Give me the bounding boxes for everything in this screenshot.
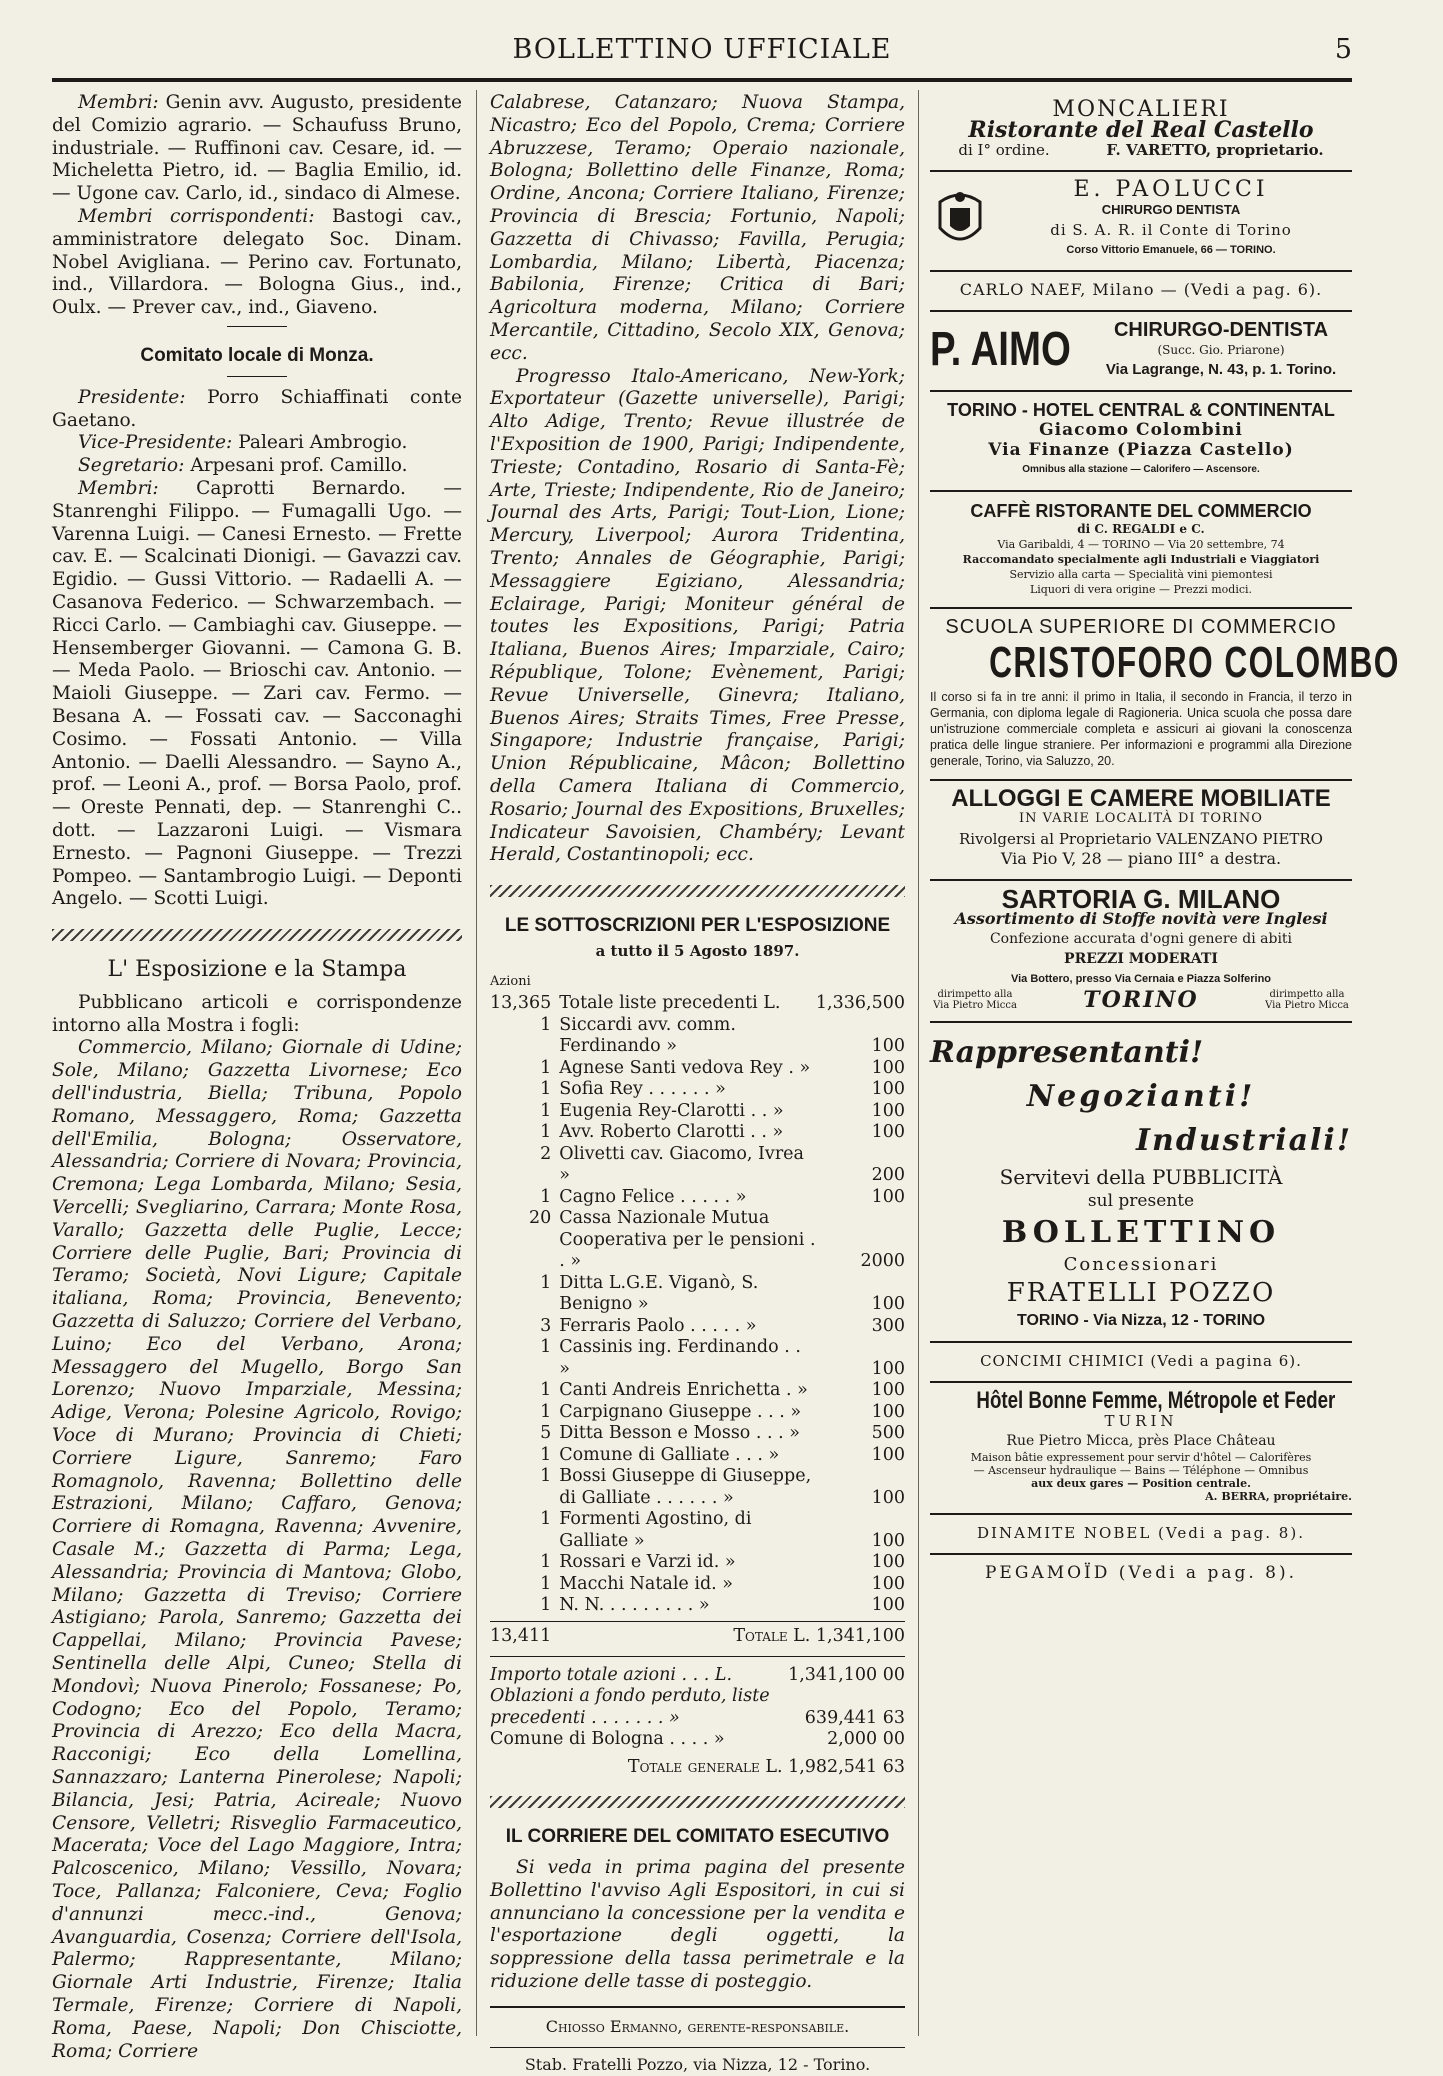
table-row (490, 1509, 905, 1552)
table-row (490, 1273, 905, 1316)
amount: 100 (871, 1380, 905, 1401)
shares-count: 1 (540, 1057, 552, 1078)
subscriber-name: Totale liste precedenti L. (559, 993, 781, 1014)
ad-moncalieri: MONCALIERI Ristorante del Real Castello di I° ordine. F. VARETTO, proprietario. (930, 92, 1352, 172)
amount: 100 (871, 1487, 905, 1508)
amount: 100 (871, 1079, 905, 1100)
table-row (490, 1122, 905, 1144)
press-list: Commercio, Milano; Giornale di Udine; Sole, Milano; Gazzetta Livornese; Eco dell'industria, Biella; Tribuna, Popolo Romano, Messaggero, Roma; Gazzetta dell'Emilia, Bologna; Osservatore, Alessandria; Corriere di Novara; Provincia, Cremona; Lega Lombarda, Milano; Sesia, Vercelli; Svegliarino, Carrara; Monte Rosa, Varallo; Gazzetta delle Puglie, Lecce; Corriere delle Puglie, Bari; Provincia di Teramo; Società, Novi Ligure; Capitale italiana, Roma; Provincia, Benevento; Gazzetta di Saluzzo; Corriere del Verbano, Luino; Eco del Verbano, Arona; Messaggero del Mugello, Borgo San Lorenzo; Nuovo Imparziale, Messina; Adige, Verona; Polesine Agricolo, Rovigo; Voce di Murano; Provincia di Chieti; Corriere Ligure, Sanremo; Faro Romagnolo, Ravenna; Bollettino delle Estrazioni, Milano; Caffaro, Genova; Corriere di Romagna, Ravenna; Avvenire, Casale M.; Gazzetta di Parma; Lega, Alessandria; Provincia di Mantova; Globo, Milano; Gazzetta di Treviso; Corriere Astigiano; Parola, Sanremo; Gazzetta dei Cappellai, Milano; Provincia Pavese; Sentinella delle Alpi, Cuneo; Stella di Mondovì; Nuova Pinerolo; Fossanese; Po, Codogno; Eco del Popolo, Teramo; Provincia di Arezzo; Eco della Macra, Racconigi; Eco della Lomellina, Sannazzaro; Lanterna Pinerolese; Napoli; Bilancia, Jesi; Patria, Acireale; Nuovo Censore, Velletri; Risveglio Farmaceutico, Macerata; Voce del Lago Maggiore, Intra; Palcoscenico, Milano; Vessillo, Novara; Toce, Pallanza; Falconiere, Ceva; Foglio d'annunzi mecc.-ind., Genova; Avanguardia, Cosenza; Corriere dell'Isola, Palermo; Rappresentante, Milano; Giornale Arti Industrie, Firenze; Italia Termale, Firenze; Corriere di Napoli, Roma, Paese, Napoli; Don Chisciotte, Roma; Corriere (52, 1037, 462, 2062)
press-list-cont: Calabrese, Catanzaro; Nuova Stampa, Nicastro; Eco del Popolo, Crema; Corriere Abruzzese, Teramo; Operaio nazionale, Bologna; Bollettino delle Finanze, Roma; Ordine, Ancona; Corriere Italiano, Firenze; Provincia di Brescia; Fortunio, Napoli; Gazzetta di Chivasso; Favilla, Perugia; Lombardia, Milano; Libertà, Piacenza; Babilonia, Firenze; Critica di Bari; Agricoltura moderna, Milano; Corriere Mercantile, Cittadino, Secolo XIX, Genova; ecc. (490, 92, 905, 364)
gerente-line: Chiosso Ermanno, gerente-responsabile. (490, 2006, 905, 2039)
shares-count: 20 (528, 1208, 552, 1229)
total-amount: 1,341,100 (815, 1625, 905, 1646)
table-row (490, 1380, 905, 1402)
short-rule (227, 326, 287, 327)
amount: 100 (871, 1573, 905, 1594)
paragraph: Vice-Presidente: Paleari Ambrogio. (78, 432, 408, 454)
amount: 100 (871, 1294, 905, 1315)
section-title-monza: Comitato locale di Monza. (140, 344, 374, 366)
table-row (490, 1187, 905, 1209)
ad-caffe-commercio: CAFFÈ RISTORANTE DEL COMMERCIO di C. REGALDI e C. Via Garibaldi, 4 — TORINO — Via 20 settembre, 74 Raccomandato specialmente agli Industriali e Viaggiatori Servizio alla carta — Specialità vini piemontesi Liquori di vera origine — Prezzi modici. (930, 492, 1352, 609)
page-number: 5 (1334, 34, 1352, 65)
shares-count: 3 (540, 1315, 552, 1336)
table-total-row (490, 1621, 905, 1648)
subscriber-name: Formenti Agostino, di Galliate » (559, 1509, 752, 1551)
ad-sartoria: SARTORIA G. MILANO Assortimento di Stoffe novità vere Inglesi Confezione accurata d'ogni genere di abiti PREZZI MODERATI Via Bottero, presso Via Cernaia e Piazza Solferino dirimpetto alla Via Pietro Micca TORINO dirimpetto alla Via Pietro Micca (930, 881, 1352, 1023)
totals-block: Importo totale azioni . . . L. 1,341,100 00 Oblazioni a fondo perduto, liste precedenti . . . . . . . » 639,441 63 Comune di Bologna . . . . » 2,000 00 Totale generale L. 1,982,541 63 (490, 1656, 905, 1779)
royal-crest-icon (930, 188, 990, 252)
ad-pegamoid: PEGAMOÏD (Vedi a pag. 8). (984, 1563, 1298, 1583)
shares-count: 1 (540, 1552, 552, 1573)
subscriber-name: Cassinis ing. Ferdinando . . » (559, 1337, 801, 1379)
table-row (490, 1445, 905, 1467)
ad-paolucci: E. PAOLUCCI CHIRURGO DENTISTA di S. A. R. il Conte di Torino Corso Vittorio Emanuele, 66 — TORINO. (930, 172, 1352, 272)
column-ads (930, 92, 1400, 2046)
column-middle (490, 92, 905, 2074)
shares-count: 1 (540, 1509, 552, 1530)
paragraph: Si veda in prima pagina del presente Bollettino l'avviso Agli Espositori, in cui si annunciano la concessione per la vendita e l'esportazione degli oggetti, la soppressione della tassa perimetrale e la riduzione delle tasse di posteggio. (490, 1857, 905, 1993)
table-row (490, 1402, 905, 1424)
shares-count: 1 (540, 1595, 552, 1616)
amount: 2000 (860, 1251, 905, 1272)
amount: 1,336,500 (815, 993, 905, 1014)
ad-hotel-central: TORINO - HOTEL CENTRAL & CONTINENTAL Giacomo Colombini Via Finanze (Piazza Castello) Omnibus alla stazione — Calorifero — Ascensore. (930, 392, 1352, 492)
amount: 500 (871, 1423, 905, 1444)
table-row (490, 1466, 905, 1509)
ad-hotel-bonne-femme: Hôtel Bonne Femme, Métropole et Feder TURIN Rue Pietro Micca, près Place Château Maison bâtie expressement pour servir d'hôtel — Calorifères — Ascenseur hydraulique — Bains — Téléphone — Omnibus aux deux gares — Position centrale. A. BERRA, propriétaire. (930, 1383, 1352, 1515)
subscriptions-table (490, 993, 905, 1617)
column-divider (476, 90, 477, 2036)
wavy-divider (52, 929, 462, 941)
total-count: 13,411 (490, 1625, 552, 1646)
page-header (52, 34, 1352, 74)
subscriber-name: Sofia Rey . . . . . . » (559, 1079, 726, 1100)
amount: 200 (871, 1165, 905, 1186)
subscriptions-rows (490, 993, 905, 1617)
subscriber-name: Ditta Besson e Mosso . . . » (559, 1423, 800, 1444)
press-list-foreign: Progresso Italo-Americano, New-York; Exportateur (Gazette universelle), Parigi; Alto Adige, Trento; Revue illustrée de l'Exposition de 1900, Parigi; Indipendente, Trieste; Contadino, Rosario di Santa-Fè; Arte, Trieste; Indipendente, Rio de Janeiro; Journal des Arts, Parigi; Tout-Lion, Lione; Mercury, Liverpool; Aurora Tridentina, Trento; Annales de Géographie, Parigi; Messaggiere Egiziano, Alessandria; Eclairage, Parigi; Moniteur général de toutes les Expositions, Parigi; Patria Italiana, Buenos Aires; Imparziale, Cairo; République, Tolone; Evènement, Parigi; Revue Universelle, Ginevra; Italiano, Buenos Aires; Straits Times, Free Presse, Singapore; Industrie française, Parigi; Union Républicaine, Mâcon; Bollettino della Camera Italiana di Commercio, Rosario; Journal des Expositions, Bruxelles; Indicateur Savoisien, Chambéry; Levant Herald, Costantinopoli; ecc. (490, 365, 905, 866)
ad-scuola-colombo: SCUOLA SUPERIORE DI COMMERCIO CRISTOFORO COLOMBO Il corso si fa in tre anni: il primo in Italia, il secondo in Francia, il terzo in Germania, con diploma legale di Ragioneria. Unica scuola che possa dare un'istruzione commerciale completa e assicuri ai giovani la conoscenza pratica delle lingue straniere. Per informazioni e programmi alla Direzione generale, Torino, via Saluzzo, 20. (930, 609, 1352, 781)
paragraph: Presidente: Porro Schiaffinati conte Gaetano. (52, 386, 462, 431)
shares-count: 5 (540, 1423, 552, 1444)
subscriber-name: Eugenia Rey-Clarotti . . » (559, 1100, 784, 1121)
wavy-divider (490, 1796, 905, 1808)
shares-count: 1 (540, 1272, 552, 1293)
paragraph: Pubblicano articoli e corrispondenze intorno alla Mostra i fogli: (52, 991, 462, 1036)
amount: 100 (871, 1122, 905, 1143)
header-rule (52, 78, 1352, 82)
ad-dinamite: DINAMITE NOBEL (Vedi a pag. 8). (930, 1515, 1352, 1555)
subscriber-name: Agnese Santi vedova Rey . » (559, 1057, 811, 1078)
amount: 100 (871, 1358, 905, 1379)
table-row (490, 1208, 905, 1273)
table-row (490, 1015, 905, 1058)
table-row (490, 1574, 905, 1596)
table-row (490, 1423, 905, 1445)
amount: 100 (871, 1036, 905, 1057)
shares-count: 1 (540, 1337, 552, 1358)
table-row (490, 993, 905, 1015)
section-title-corriere: IL CORRIERE DEL COMITATO ESECUTIVO (505, 1826, 890, 1848)
subscriber-name: Cagno Felice . . . . . » (559, 1186, 747, 1207)
subscriber-name: N. N. . . . . . . . . » (559, 1595, 710, 1616)
column-divider (918, 90, 919, 2036)
paragraph: Segretario: Arpesani prof. Camillo. (78, 455, 408, 477)
column-left (52, 92, 462, 2062)
amount: 100 (871, 1530, 905, 1551)
subscriber-name: Olivetti cav. Giacomo, Ivrea » (559, 1143, 804, 1186)
ad-naef: CARLO NAEF, Milano — (Vedi a pag. 6). (930, 272, 1352, 312)
table-row (490, 1337, 905, 1380)
amount: 100 (871, 1401, 905, 1422)
shares-count: 2 (540, 1143, 552, 1164)
shares-count: 1 (540, 1466, 552, 1487)
shares-count: 1 (540, 1186, 552, 1207)
shares-count: 1 (540, 1380, 552, 1401)
shares-count: 1 (540, 1122, 552, 1143)
subscriber-name: Siccardi avv. comm. Ferdinando » (559, 1014, 736, 1057)
short-rule (227, 376, 287, 377)
section-title-stampa: L' Esposizione e la Stampa (107, 957, 407, 983)
shares-count: 1 (540, 1444, 552, 1465)
ad-pubblicita: Rappresentanti! Negozianti! Industriali! Servitevi della PUBBLICITÀ sul presente BOLLETTINO Concessionari FRATELLI POZZO TORINO - Via Nizza, 12 - TORINO (930, 1023, 1352, 1343)
table-row (490, 1144, 905, 1187)
column-label-azioni: Azioni (490, 973, 531, 989)
subscriber-name: Rossari e Varzi id. » (559, 1552, 736, 1573)
subscriber-name: Ditta L.G.E. Viganò, S. Benigno » (559, 1272, 759, 1315)
shares-count: 1 (540, 1401, 552, 1422)
amount: 100 (871, 1100, 905, 1121)
paragraph: Membri: Caprotti Bernardo. — Stanrenghi Filippo. — Fumagalli Ugo. — Varenna Luigi. — Canesi Ernesto. — Frette cav. E. — Scalcinati Dionigi. — Gavazzi cav. Egidio. — Gussi Vittorio. — Radaelli A. — Casanova Federico. — Schwarzembach. — Ricci Carlo. — Cambiaghi cav. Giuseppe. — Hensemberger Giovanni. — Camona G. B. — Meda Paolo. — Brioschi cav. Antonio. — Maioli Giuseppe. — Zari cav. Fermo. — Besana A. — Fossati cav. — Sacconaghi Cosimo. — Fossati Antonio. — Villa Antonio. — Daelli Alessandro. — Sayno A., prof. — Leoni A., prof. — Borsa Paolo, prof. — Oreste Pennati, dep. — Stanrenghi C.. dott. — Lazzaroni Luigi. — Vismara Ernesto. — Pagnoni Giuseppe. — Trezzi Pompeo. — Santambrogio Luigi. — Deponti Angelo. — Scotti Luigi. (52, 477, 462, 910)
printer-line: Stab. Fratelli Pozzo, via Nizza, 12 - Torino. (490, 2047, 905, 2076)
subscriber-name: Macchi Natale id. » (559, 1573, 733, 1594)
amount: 100 (871, 1595, 905, 1616)
shares-count: 1 (540, 1573, 552, 1594)
table-row (490, 1552, 905, 1574)
wavy-divider (490, 885, 905, 897)
amount: 100 (871, 1552, 905, 1573)
newspaper-title: BOLLETTINO UFFICIALE (512, 34, 892, 65)
subscriber-name: Cassa Nazionale Mutua Cooperativa per le pensioni . . » (559, 1208, 816, 1272)
shares-count: 13,365 (490, 993, 552, 1014)
table-row (490, 1079, 905, 1101)
paragraph: Membri: Genin avv. Augusto, presidente del Comizio agrario. — Schaufuss Bruno, industriale. — Ruffinoni cav. Cesare, id. — Micheletta Pietro, id. — Baglia Emilio, id. — Ugone cav. Carlo, id., sindaco di Almese. (52, 92, 462, 205)
amount: 100 (871, 1186, 905, 1207)
ad-alloggi: ALLOGGI E CAMERE MOBILIATE IN VARIE LOCALITÀ DI TORINO Rivolgersi al Proprietario VALENZANO PIETRO Via Pio V, 28 — piano III° a destra. (930, 781, 1352, 881)
table-row (490, 1595, 905, 1617)
amount: 300 (871, 1315, 905, 1336)
subscriber-name: Bossi Giuseppe di Giuseppe, di Galliate . . . . . . » (559, 1466, 812, 1508)
section-title-sottoscrizioni: LE SOTTOSCRIZIONI PER L'ESPOSIZIONE (504, 915, 891, 937)
ad-aimo: P. AIMO CHIRURGO-DENTISTA (Succ. Gio. Priarone) Via Lagrange, N. 43, p. 1. Torino. (930, 312, 1352, 392)
shares-count: 1 (540, 1014, 552, 1035)
shares-count: 1 (540, 1100, 552, 1121)
subscriber-name: Comune di Galliate . . . » (559, 1444, 780, 1465)
ad-concimi: CONCIMI CHIMICI (Vedi a pagina 6). (930, 1343, 1352, 1383)
amount: 100 (871, 1444, 905, 1465)
subscriber-name: Canti Andreis Enrichetta . » (559, 1380, 808, 1401)
subscriber-name: Avv. Roberto Clarotti . . » (559, 1122, 784, 1143)
section-subtitle: a tutto il 5 Agosto 1897. (595, 941, 800, 960)
subscriber-name: Ferraris Paolo . . . . . » (559, 1315, 757, 1336)
total-label: Totale L. (733, 1625, 811, 1646)
table-row (490, 1058, 905, 1080)
paragraph: Membri corrispondenti: Bastogi cav., amministratore delegato Soc. Dinam. Nobel Avigliana. — Perino cav. Fortunato, ind., Villardora. — Bologna Gius., ind., Oulx. — Prever cav., ind., Giaveno. (52, 205, 462, 319)
subscriber-name: Carpignano Giuseppe . . . » (559, 1401, 802, 1422)
amount: 100 (871, 1057, 905, 1078)
table-row (490, 1316, 905, 1338)
shares-count: 1 (540, 1079, 552, 1100)
table-row (490, 1101, 905, 1123)
